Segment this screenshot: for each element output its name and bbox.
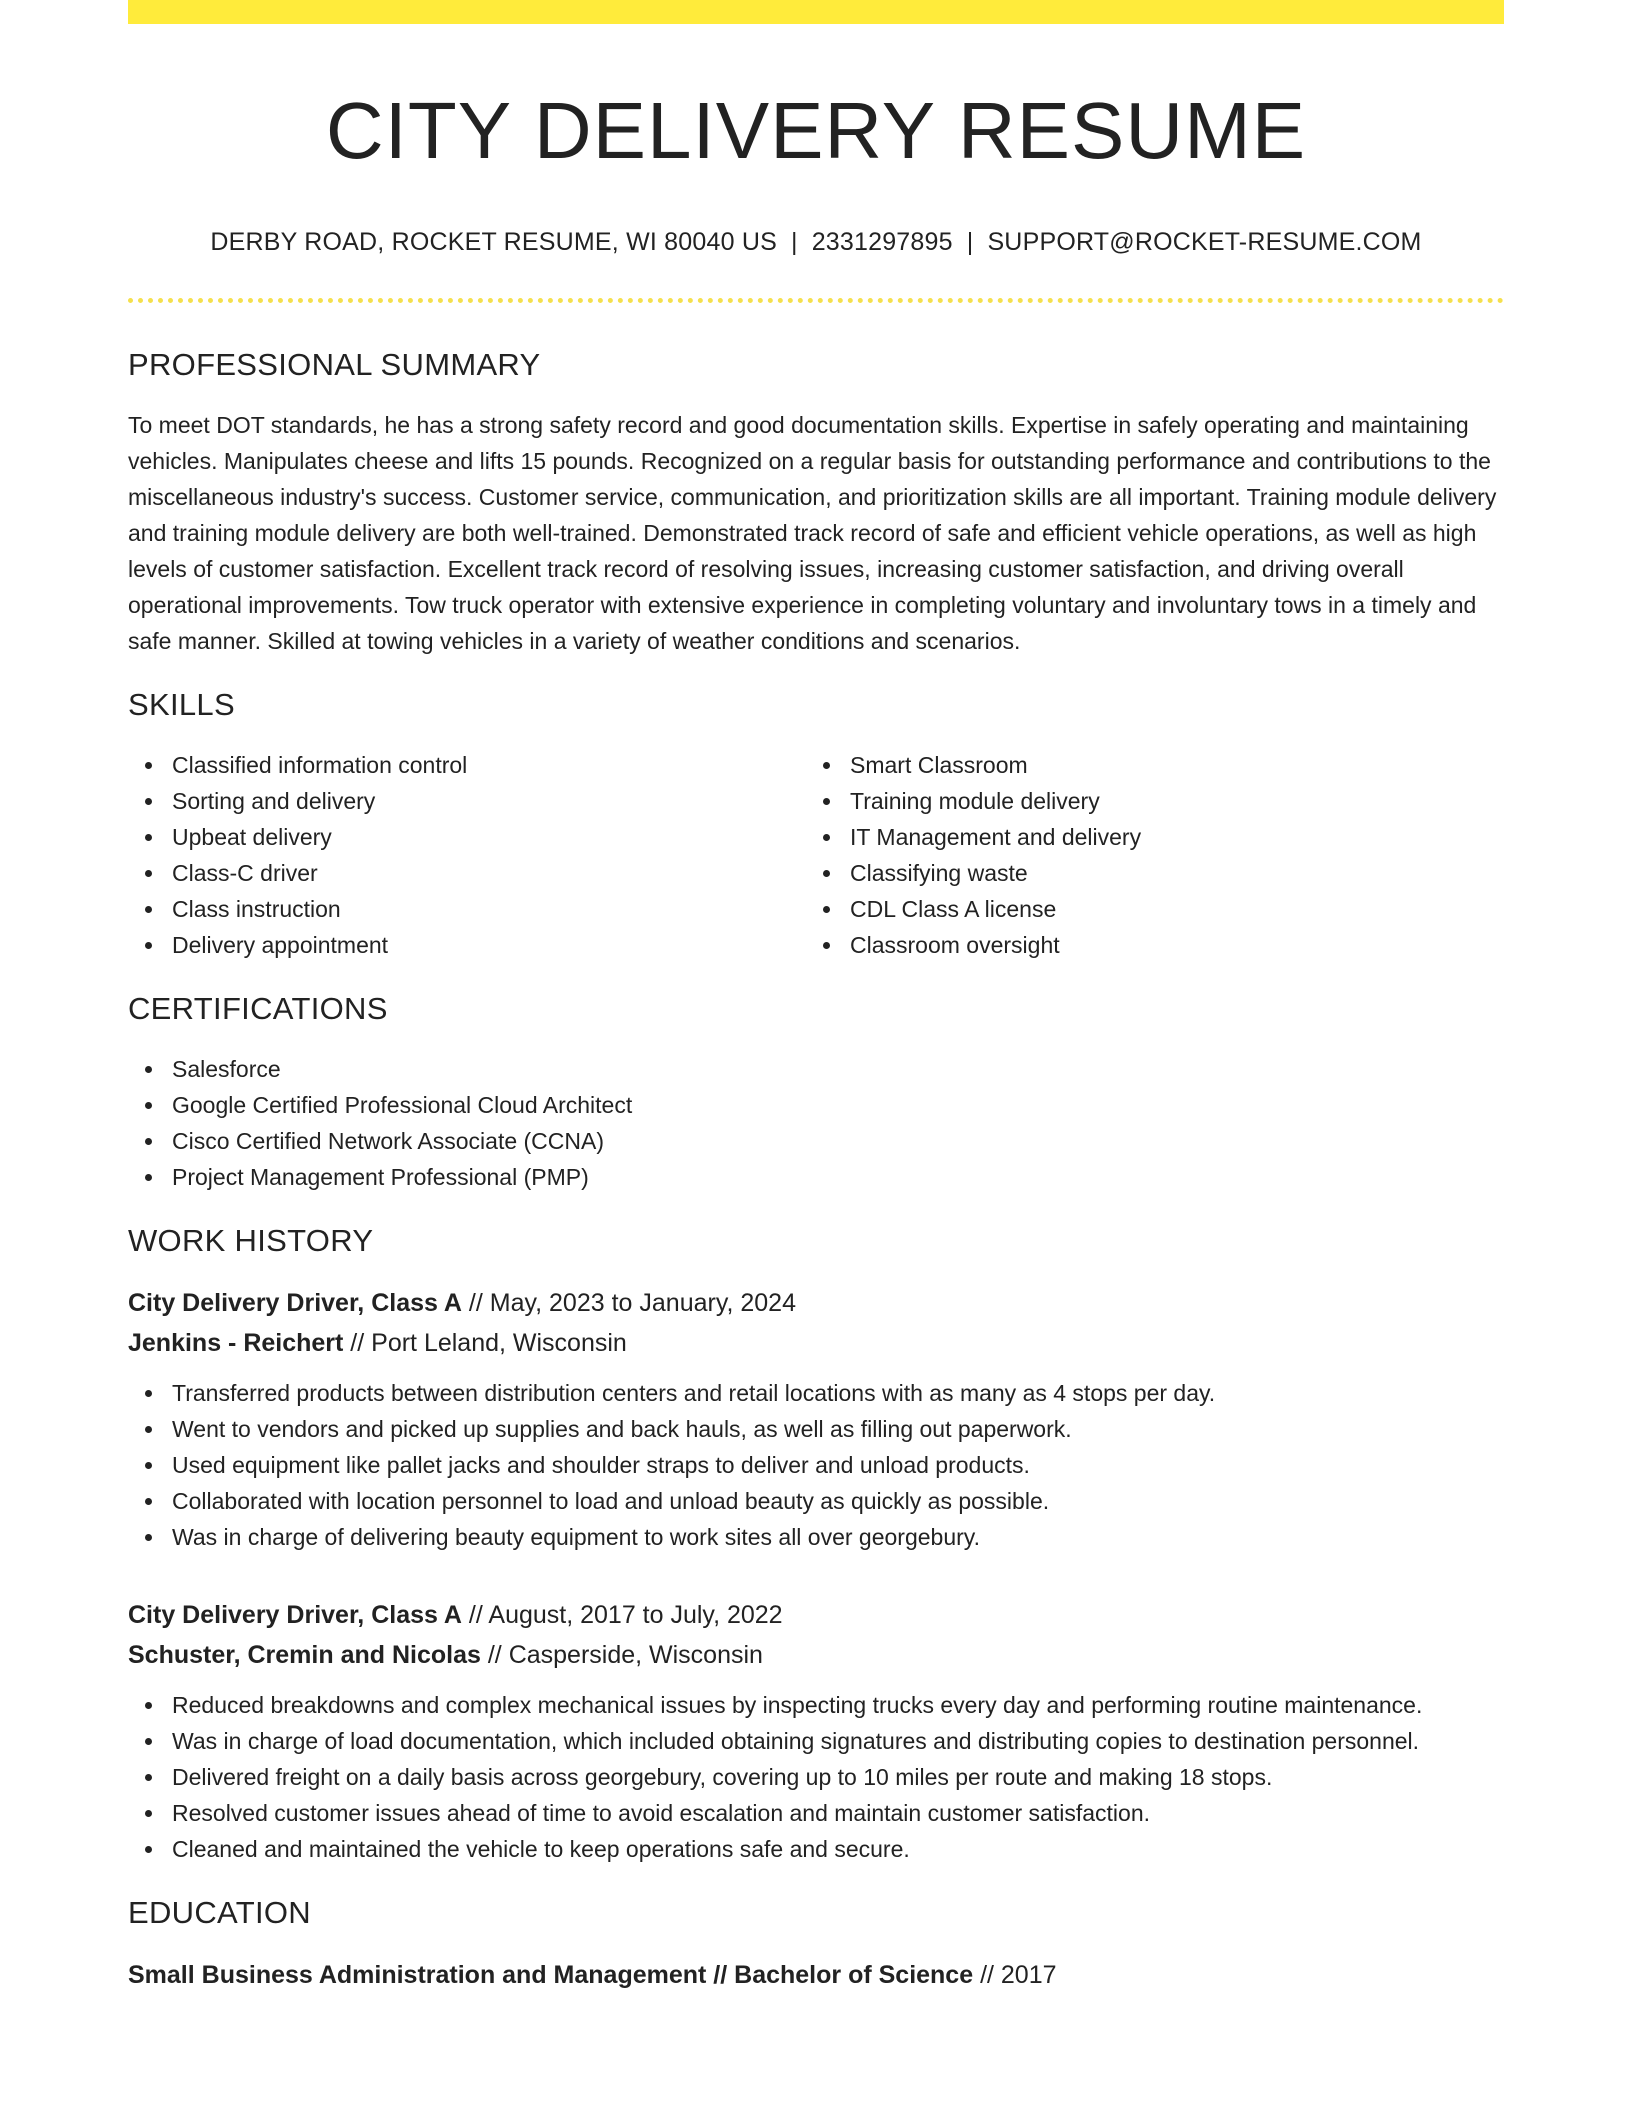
job-title: City Delivery Driver, Class A bbox=[128, 1289, 462, 1317]
skill-item: Smart Classroom bbox=[806, 747, 1484, 783]
skill-item: Delivery appointment bbox=[128, 927, 806, 963]
job-title-line bbox=[128, 1595, 1504, 1635]
resume-title: CITY DELIVERY RESUME bbox=[325, 86, 1307, 175]
education-degree: Small Business Administration and Management // Bachelor of Science bbox=[128, 1961, 974, 1989]
skill-item: Class instruction bbox=[128, 891, 806, 927]
skill-item: Classifying waste bbox=[806, 855, 1484, 891]
accent-bar bbox=[128, 0, 1504, 24]
job-dates: // May, 2023 to January, 2024 bbox=[461, 1289, 796, 1317]
job-duty: Cleaned and maintained the vehicle to keep operations safe and secure. bbox=[128, 1831, 1504, 1867]
education-year: // 2017 bbox=[973, 1961, 1057, 1989]
contact-address: DERBY ROAD, ROCKET RESUME, WI 80040 US bbox=[210, 228, 777, 256]
job-duties-list bbox=[128, 1375, 1504, 1555]
summary-heading: PROFESSIONAL SUMMARY bbox=[128, 347, 541, 382]
job-entry bbox=[128, 1283, 1504, 1555]
certification-item: Google Certified Professional Cloud Architect bbox=[128, 1087, 1504, 1123]
contact-separator: | bbox=[790, 228, 798, 256]
job-duty: Used equipment like pallet jacks and shoulder straps to deliver and unload products. bbox=[128, 1447, 1504, 1483]
skills-heading: SKILLS bbox=[128, 687, 235, 722]
job-duty: Was in charge of load documentation, which included obtaining signatures and distributing copies to destination personnel. bbox=[128, 1723, 1504, 1759]
job-location: // Port Leland, Wisconsin bbox=[343, 1329, 627, 1357]
job-duty: Collaborated with location personnel to load and unload beauty as quickly as possible. bbox=[128, 1483, 1504, 1519]
skills-right-list bbox=[806, 747, 1484, 963]
job-title-line bbox=[128, 1283, 1504, 1323]
skill-item: Classroom oversight bbox=[806, 927, 1484, 963]
job-company: Schuster, Cremin and Nicolas bbox=[128, 1641, 481, 1669]
dotted-divider bbox=[128, 298, 1504, 303]
skill-item: Upbeat delivery bbox=[128, 819, 806, 855]
contact-phone: 2331297895 bbox=[811, 228, 953, 256]
job-title: City Delivery Driver, Class A bbox=[128, 1601, 462, 1629]
skill-item: CDL Class A license bbox=[806, 891, 1484, 927]
skill-item: Sorting and delivery bbox=[128, 783, 806, 819]
job-location: // Casperside, Wisconsin bbox=[480, 1641, 763, 1669]
job-duty: Resolved customer issues ahead of time to avoid escalation and maintain customer satisfaction. bbox=[128, 1795, 1504, 1831]
job-duty: Went to vendors and picked up supplies and back hauls, as well as filling out paperwork. bbox=[128, 1411, 1504, 1447]
job-entry bbox=[128, 1595, 1504, 1867]
certification-item: Project Management Professional (PMP) bbox=[128, 1159, 1504, 1195]
contact-email[interactable]: SUPPORT@ROCKET-RESUME.COM bbox=[987, 228, 1422, 256]
summary-text: To meet DOT standards, he has a strong safety record and good documentation skills. Expertise in safely operating and maintaining vehicles. Manipulates cheese and lifts 15 pounds. Recognized on a regular basis for outstanding performance and contributions to the miscellaneous industry's success. Customer service, communication, and prioritization skills are all important. Training module delivery and training module delivery are both well-trained. Demonstrated track record of safe and efficient vehicle operations, as well as high levels of customer satisfaction. Excellent track record of resolving issues, increasing customer satisfaction, and driving overall operational improvements. Tow truck operator with extensive experience in completing voluntary and involuntary tows in a timely and safe manner. Skilled at towing vehicles in a variety of weather conditions and scenarios. bbox=[128, 412, 1497, 654]
job-company-line bbox=[128, 1323, 1504, 1363]
skill-item: Training module delivery bbox=[806, 783, 1484, 819]
job-duty: Was in charge of delivering beauty equipment to work sites all over georgebury. bbox=[128, 1519, 1504, 1555]
skill-item: Class-C driver bbox=[128, 855, 806, 891]
contact-line bbox=[128, 226, 1504, 258]
skills-left-list bbox=[128, 747, 806, 963]
job-company: Jenkins - Reichert bbox=[128, 1329, 344, 1357]
job-duty: Transferred products between distribution centers and retail locations with as many as 4 stops per day. bbox=[128, 1375, 1504, 1411]
skill-item: Classified information control bbox=[128, 747, 806, 783]
job-duty: Delivered freight on a daily basis across georgebury, covering up to 10 miles per route and making 18 stops. bbox=[128, 1759, 1504, 1795]
skills-grid bbox=[128, 747, 1504, 963]
certification-item: Cisco Certified Network Associate (CCNA) bbox=[128, 1123, 1504, 1159]
education-heading: EDUCATION bbox=[128, 1895, 311, 1930]
certification-item: Salesforce bbox=[128, 1051, 1504, 1087]
certifications-list bbox=[128, 1051, 1504, 1195]
skill-item: IT Management and delivery bbox=[806, 819, 1484, 855]
certifications-heading: CERTIFICATIONS bbox=[128, 991, 388, 1026]
education-entry bbox=[128, 1955, 1504, 1995]
job-duties-list bbox=[128, 1687, 1504, 1867]
job-duty: Reduced breakdowns and complex mechanical issues by inspecting trucks every day and performing routine maintenance. bbox=[128, 1687, 1504, 1723]
contact-separator: | bbox=[966, 228, 974, 256]
work-history-heading: WORK HISTORY bbox=[128, 1223, 374, 1258]
job-company-line bbox=[128, 1635, 1504, 1675]
job-dates: // August, 2017 to July, 2022 bbox=[461, 1601, 783, 1629]
